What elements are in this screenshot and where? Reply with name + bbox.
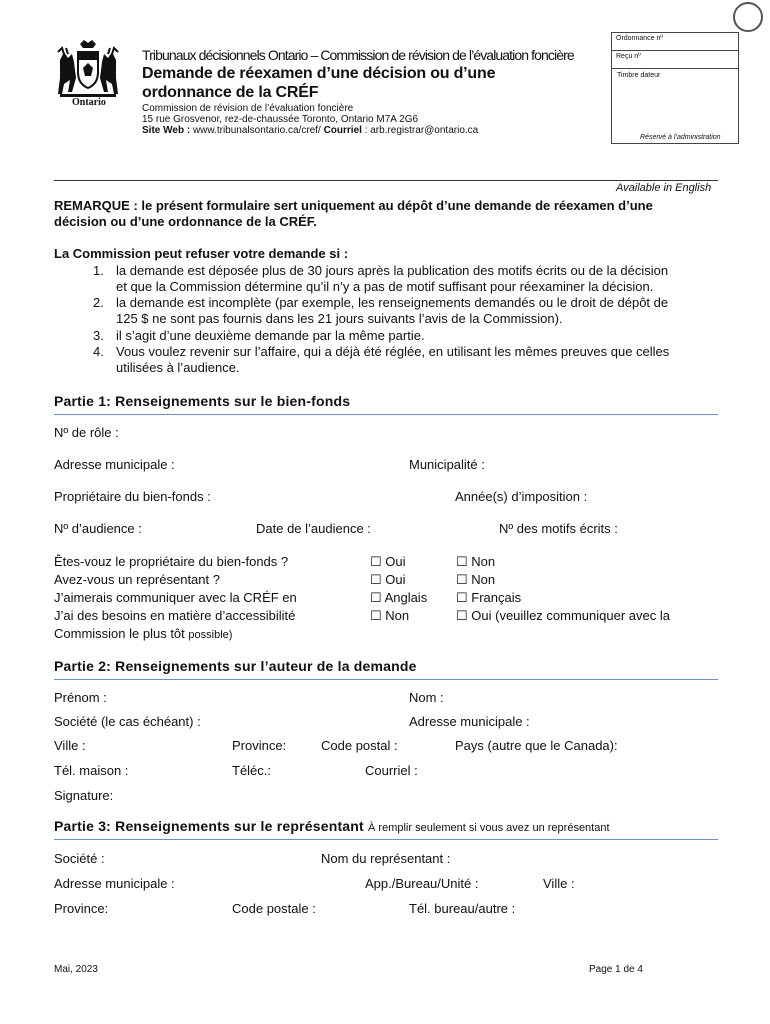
- rep-postal-field[interactable]: Code postale :: [232, 901, 316, 916]
- question-language: J’aimerais communiquer avec la CRÉF en: [54, 590, 297, 605]
- reason-3-line-1: il s’agit d’une deuxième demande par la même partie.: [116, 328, 425, 343]
- refuse-title: La Commission peut refuser votre demande si :: [54, 246, 349, 261]
- date-stamp-label: Timbre dateur: [617, 72, 661, 79]
- province-field[interactable]: Province:: [232, 738, 287, 753]
- reason-1-line-2: et que la Commission détermine qu’il n’y a pas de motif suffisant pour réexaminer la décision.: [116, 279, 654, 294]
- order-number-field[interactable]: [612, 33, 738, 51]
- rep-no-label: Non: [471, 572, 496, 587]
- reason-4-line-1: Vous voulez revenir sur l’affaire, qui a déjà été réglée, en utilisant les mêmes preuves que celles: [116, 344, 670, 359]
- question-owner: Êtes-vouz le propriétaire du bien-fonds ?: [54, 554, 289, 569]
- municipality-field[interactable]: Municipalité :: [409, 457, 485, 472]
- lang-french-label: Français: [471, 590, 522, 605]
- order-number-label: Ordonnance nº: [616, 35, 663, 42]
- mail-link[interactable]: : arb.registrar@ontario.ca: [364, 125, 479, 136]
- web-link[interactable]: www.tribunalsontario.ca/cref/: [192, 125, 321, 136]
- part-2-rule: [54, 679, 718, 680]
- owner-no-label: Non: [471, 554, 496, 569]
- applicant-address-field[interactable]: Adresse municipale :: [409, 714, 530, 729]
- property-address-field[interactable]: Adresse municipale :: [54, 457, 175, 472]
- checkbox-icon: ☐: [370, 608, 382, 623]
- remark-line-2: décision ou d’une ordonnance de la CRÉF.: [54, 214, 317, 229]
- access-no-checkbox[interactable]: [370, 608, 409, 624]
- rep-yes-label: Oui: [385, 572, 406, 587]
- reason-2-number: 2.: [93, 295, 104, 310]
- part-3-title-line: [54, 818, 610, 834]
- lang-english-label: Anglais: [384, 590, 428, 605]
- commission-name: Commission de révision de l’évaluation foncière: [142, 103, 354, 114]
- hearing-number-field[interactable]: Nº d’audience :: [54, 521, 142, 536]
- lang-french-checkbox[interactable]: [456, 590, 521, 606]
- roll-number-field[interactable]: Nº de rôle :: [54, 425, 119, 440]
- hearing-date-field[interactable]: Date de l’audience :: [256, 521, 371, 536]
- question-accessibility-cont-small: possible): [188, 629, 233, 641]
- footer-page-number: Page 1 de 4: [589, 964, 643, 975]
- available-in-english-link[interactable]: Available in English: [616, 182, 712, 194]
- rep-no-checkbox[interactable]: [456, 572, 495, 588]
- reason-1-line-1: la demande est déposée plus de 30 jours après la publication des motifs écrits ou de la décision: [116, 263, 669, 278]
- footer-date: Mai, 2023: [54, 964, 98, 975]
- remark-line-1: REMARQUE : le présent formulaire sert uniquement au dépôt d’une demande de réexamen d’une: [54, 198, 653, 213]
- rep-name-field[interactable]: Nom du représentant :: [321, 851, 451, 866]
- reason-2-line-2: 125 $ ne sont pas fournis dans les 21 jours suivants l’avis de la Commission).: [116, 311, 563, 326]
- property-owner-field[interactable]: Propriétaire du bien-fonds :: [54, 489, 211, 504]
- received-number-field[interactable]: [612, 51, 738, 69]
- reason-4-line-2: utilisées à l’audience.: [116, 360, 240, 375]
- access-yes-checkbox[interactable]: [456, 608, 670, 624]
- part-3-note: À remplir seulement si vous avez un représentant: [368, 822, 610, 834]
- home-phone-field[interactable]: Tél. maison :: [54, 763, 129, 778]
- contact-line: [142, 125, 478, 136]
- part-3-rule: [54, 839, 718, 840]
- tax-years-field[interactable]: Année(s) d’imposition :: [455, 489, 588, 504]
- checkbox-icon: ☐: [456, 608, 468, 623]
- reason-3-number: 3.: [93, 328, 104, 343]
- logo-wordmark: Ontario: [72, 97, 106, 108]
- access-no-label: Non: [385, 608, 410, 623]
- reserved-admin-label: Réservé à l’administration: [640, 134, 721, 141]
- question-accessibility-cont: [54, 626, 232, 641]
- first-name-field[interactable]: Prénom :: [54, 690, 107, 705]
- rep-office-phone-field[interactable]: Tél. bureau/autre :: [409, 901, 516, 916]
- owner-yes-checkbox[interactable]: [370, 554, 406, 570]
- reason-1-number: 1.: [93, 263, 104, 278]
- reason-2-line-1: la demande est incomplète (par exemple, les renseignements demandés ou le droit de dépôt de: [116, 295, 669, 310]
- question-accessibility: J’ai des besoins en matière d’accessibilité: [54, 608, 296, 623]
- checkbox-icon: ☐: [370, 590, 382, 605]
- rep-unit-field[interactable]: App./Bureau/Unité :: [365, 876, 479, 891]
- ontario-coat-of-arms-logo: [52, 38, 124, 110]
- rep-company-field[interactable]: Société :: [54, 851, 105, 866]
- checkbox-icon: ☐: [370, 572, 382, 587]
- question-accessibility-cont-text: Commission le plus tôt: [54, 626, 185, 641]
- rep-address-field[interactable]: Adresse municipale :: [54, 876, 175, 891]
- access-yes-label: Oui (veuillez communiquer avec la: [471, 608, 670, 623]
- part-3-title: Partie 3: Renseignements sur le représentant: [54, 818, 364, 834]
- form-title-line-2: ordonnance de la CRÉF: [142, 84, 319, 101]
- written-reasons-number-field[interactable]: Nº des motifs écrits :: [499, 521, 618, 536]
- admin-use-box: [611, 32, 739, 144]
- postal-code-field[interactable]: Code postal :: [321, 738, 398, 753]
- rep-city-field[interactable]: Ville :: [543, 876, 575, 891]
- email-field[interactable]: Courriel :: [365, 763, 418, 778]
- header-org: Tribunaux décisionnels Ontario – Commission de révision de l’évaluation foncière: [142, 47, 574, 63]
- company-field[interactable]: Société (le cas échéant) :: [54, 714, 201, 729]
- commission-address: 15 rue Grosvenor, rez-de-chaussée Toronto, Ontario M7A 2G6: [142, 114, 419, 125]
- city-field[interactable]: Ville :: [54, 738, 86, 753]
- mail-label: Courriel: [323, 125, 362, 136]
- part-2-title: Partie 2: Renseignements sur l’auteur de la demande: [54, 658, 417, 674]
- checkbox-icon: ☐: [456, 590, 468, 605]
- checkbox-icon: ☐: [370, 554, 382, 569]
- lang-english-checkbox[interactable]: [370, 590, 427, 606]
- header-divider: [54, 180, 718, 181]
- owner-no-checkbox[interactable]: [456, 554, 495, 570]
- fax-field[interactable]: Téléc.:: [232, 763, 272, 778]
- part-1-rule: [54, 414, 718, 415]
- corner-circle-icon: [733, 2, 763, 32]
- form-title-line-1: Demande de réexamen d’une décision ou d’une: [142, 65, 496, 82]
- signature-field[interactable]: Signature:: [54, 788, 114, 803]
- owner-yes-label: Oui: [385, 554, 406, 569]
- part-1-title: Partie 1: Renseignements sur le bien-fonds: [54, 393, 351, 409]
- web-label: Site Web :: [142, 125, 191, 136]
- last-name-field[interactable]: Nom :: [409, 690, 444, 705]
- checkbox-icon: ☐: [456, 572, 468, 587]
- checkbox-icon: ☐: [456, 554, 468, 569]
- rep-province-field[interactable]: Province:: [54, 901, 109, 916]
- country-field[interactable]: Pays (autre que le Canada):: [455, 738, 618, 753]
- reason-4-number: 4.: [93, 344, 104, 359]
- received-number-label: Reçu nº: [616, 53, 641, 60]
- question-representative: Avez-vous un représentant ?: [54, 572, 220, 587]
- rep-yes-checkbox[interactable]: [370, 572, 406, 588]
